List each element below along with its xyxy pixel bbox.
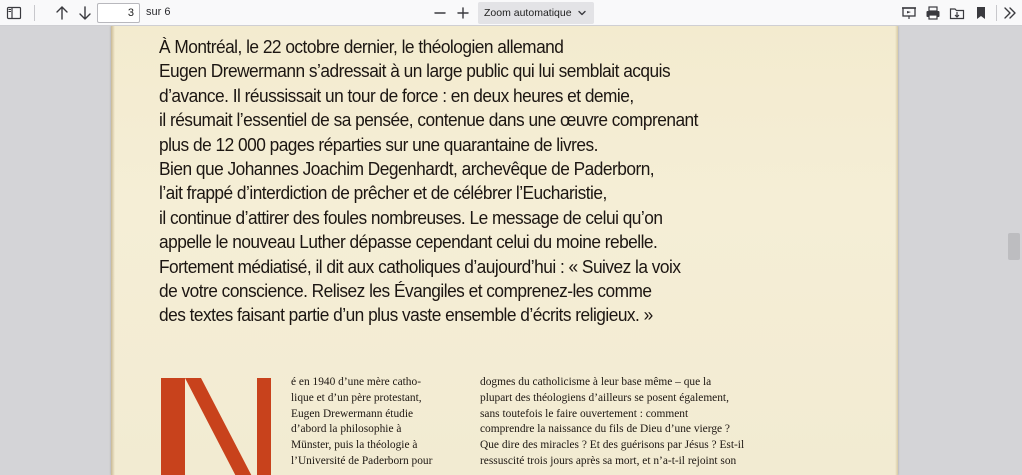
- page-number-input[interactable]: [97, 3, 140, 23]
- intro-line: Eugen Drewermann s’adressait à un large public qui lui semblait acquis: [159, 60, 671, 82]
- column-line: ressuscité trois jours après sa mort, et n’a-t-il rejoint son: [480, 454, 737, 467]
- column-line: dogmes du catholicisme à leur base même – que la: [480, 376, 712, 388]
- column-line: sans toutefois le faire ouvertement : comment: [480, 407, 689, 420]
- toolbar-separator: [996, 5, 997, 21]
- intro-line: appelle le nouveau Luther dépasse cependant celui du moine rebelle.: [159, 231, 658, 253]
- article-column-2: [480, 375, 780, 470]
- next-page-arrow-down-icon[interactable]: [74, 2, 96, 24]
- column-line: d’abord la philosophie à: [291, 423, 402, 436]
- vertical-scrollbar-thumb[interactable]: [1008, 233, 1020, 260]
- intro-line: des textes faisant partie d’un plus vaste ensemble d’écrits religieux. »: [159, 304, 653, 326]
- page-edge-shadow: [895, 26, 898, 475]
- intro-line: Bien que Johannes Joachim Degenhardt, archevêque de Paderborn,: [159, 158, 655, 180]
- column-line: plupart des théologiens d’ailleurs se posent également,: [480, 391, 729, 404]
- column-line: lique et d’un père protestant,: [291, 391, 422, 404]
- more-tools-double-chevron-icon[interactable]: [999, 2, 1021, 24]
- intro-line: À Montréal, le 22 octobre dernier, le théologien allemand: [159, 36, 564, 57]
- bookmark-icon[interactable]: [970, 2, 992, 24]
- intro-line: de votre conscience. Relisez les Évangiles et comprenez-les comme: [159, 280, 652, 302]
- column-line: é en 1940 d’une mère catho-: [291, 376, 421, 388]
- page-count-label: sur 6: [146, 6, 171, 18]
- intro-line: plus de 12 000 pages réparties sur une quarantaine de livres.: [159, 133, 598, 155]
- zoom-in-plus-icon[interactable]: [452, 2, 474, 24]
- intro-line: l’ait frappé d’interdiction de prêcher et de célébrer l’Eucharistie,: [159, 182, 607, 204]
- chevron-down-icon: [576, 7, 588, 19]
- column-line: Eugen Drewermann étudie: [291, 407, 414, 420]
- previous-page-arrow-up-icon[interactable]: [51, 2, 73, 24]
- intro-line: d’avance. Il réussissait un tour de force : en deux heures et demie,: [159, 84, 634, 106]
- column-line: Que dire des miracles ? Et des guérisons par Jésus ? Est-il: [480, 439, 745, 452]
- dropcap-letter-n: [161, 376, 281, 475]
- print-icon[interactable]: [922, 2, 944, 24]
- sidebar-toggle-icon[interactable]: [3, 2, 25, 24]
- intro-line: il résumait l’essentiel de sa pensée, contenue dans une œuvre comprenant: [159, 109, 698, 131]
- presentation-mode-icon[interactable]: [898, 2, 920, 24]
- pdf-page: [111, 26, 898, 475]
- zoom-select-value: Zoom automatique: [484, 7, 572, 19]
- column-line: l’Université de Paderborn pour: [291, 454, 433, 467]
- pdf-toolbar: [0, 0, 1022, 26]
- zoom-select[interactable]: [478, 2, 594, 24]
- intro-paragraph: [159, 35, 829, 328]
- document-viewer[interactable]: [0, 26, 1022, 475]
- zoom-out-minus-icon[interactable]: [429, 2, 451, 24]
- intro-line: il continue d’attirer des foules nombreuses. Le message de celui qu’on: [159, 206, 663, 228]
- intro-line: Fortement médiatisé, il dit aux catholiques d’aujourd’hui : « Suivez la voix: [159, 255, 681, 277]
- toolbar-separator: [34, 5, 35, 21]
- column-line: Münster, puis la théologie à: [291, 439, 418, 452]
- article-column-1: [291, 375, 461, 470]
- column-line: comprendre la naissance du fils de Dieu d’une vierge ?: [480, 423, 730, 436]
- save-download-icon[interactable]: [946, 2, 968, 24]
- page-edge-shadow: [111, 26, 115, 475]
